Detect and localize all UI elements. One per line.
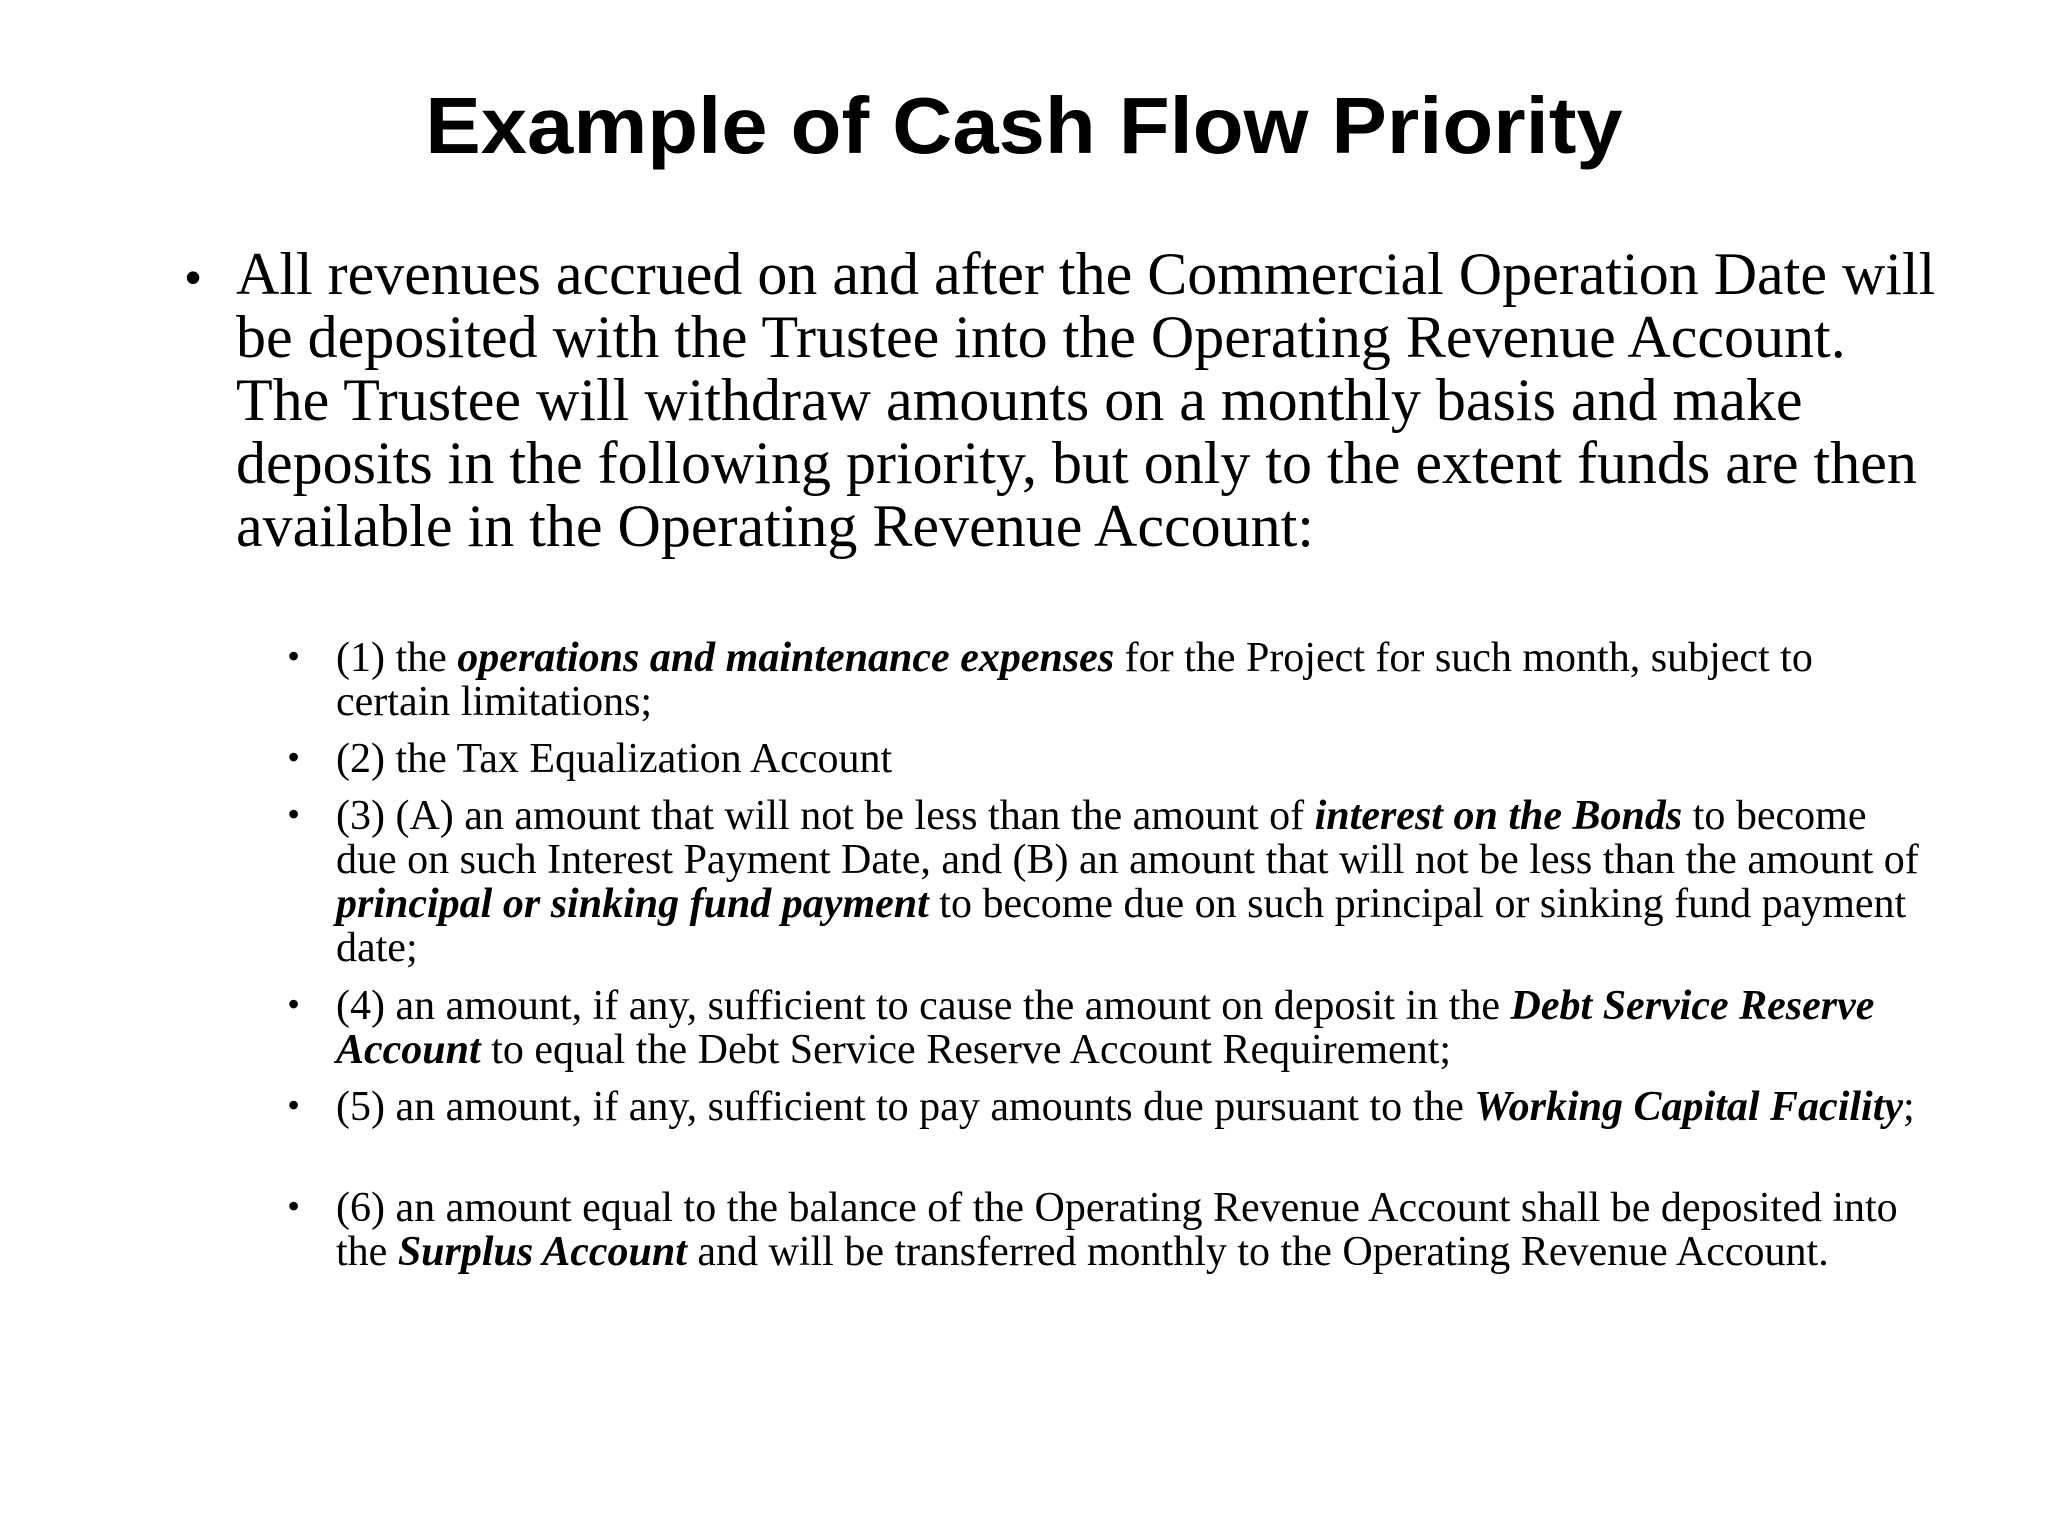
sub-bullet-glyph: • (288, 739, 300, 775)
priority-item-5 (336, 1085, 1936, 1129)
sub-bullet-glyph: • (288, 986, 300, 1022)
item-text: (4) an amount, if any, sufficient to cause the amount on deposit in the (336, 983, 1511, 1029)
main-bullet-glyph: • (185, 251, 202, 303)
slide-title: Example of Cash Flow Priority (425, 81, 1623, 170)
sub-bullet-glyph: • (288, 1087, 300, 1123)
item-text: ; (1903, 1084, 1915, 1130)
item-text: (5) an amount, if any, sufficient to pay amounts due pursuant to the (336, 1084, 1475, 1130)
item-emphasis: Surplus Account (397, 1229, 687, 1275)
item-text: (3) (A) an amount that will not be less than the amount of (336, 793, 1315, 839)
priority-item-2 (336, 737, 1936, 781)
item-text: to become due on such principal or sinking fund payment date; (336, 881, 1907, 971)
item-text: to equal the Debt Service Reserve Account Requirement; (480, 1027, 1452, 1073)
item-text: (6) an amount equal to the balance of the Operating Revenue Account shall be deposited into the (336, 1185, 1898, 1275)
priority-item-3 (336, 794, 1936, 970)
item-emphasis: Working Capital Facility (1474, 1084, 1904, 1130)
item-emphasis: principal or sinking fund payment (336, 881, 929, 927)
item-emphasis: interest on the Bonds (1314, 793, 1683, 839)
sub-bullet-glyph: • (288, 638, 300, 674)
sub-bullet-glyph: • (288, 1188, 300, 1224)
item-text: for the Project for such month, subject to certain limitations; (336, 635, 1813, 725)
priority-item-1 (336, 636, 1936, 724)
item-emphasis: operations and maintenance expenses (457, 635, 1115, 681)
priority-item-4 (336, 984, 1936, 1072)
sub-bullet-glyph: • (288, 796, 300, 832)
item-text: (2) the Tax Equalization Account (336, 736, 893, 782)
main-bullet-text: All revenues accrued on and after the Commercial Operation Date will be deposited with the Trustee into the Operating Revenue Account. The Trustee will withdraw amounts on a monthly basis and make deposits in the following priority, but only to the extent funds are then available in the Operating Revenue Account: (236, 241, 1936, 559)
item-text: to become due on such Interest Payment Date, and (B) an amount that will not be less than the amount of (336, 793, 1919, 883)
item-emphasis: Debt Service Reserve Account (336, 983, 1875, 1073)
item-text: and will be transferred monthly to the Operating Revenue Account. (686, 1229, 1829, 1275)
priority-item-6 (336, 1186, 1936, 1274)
item-text: (1) the (336, 635, 458, 681)
